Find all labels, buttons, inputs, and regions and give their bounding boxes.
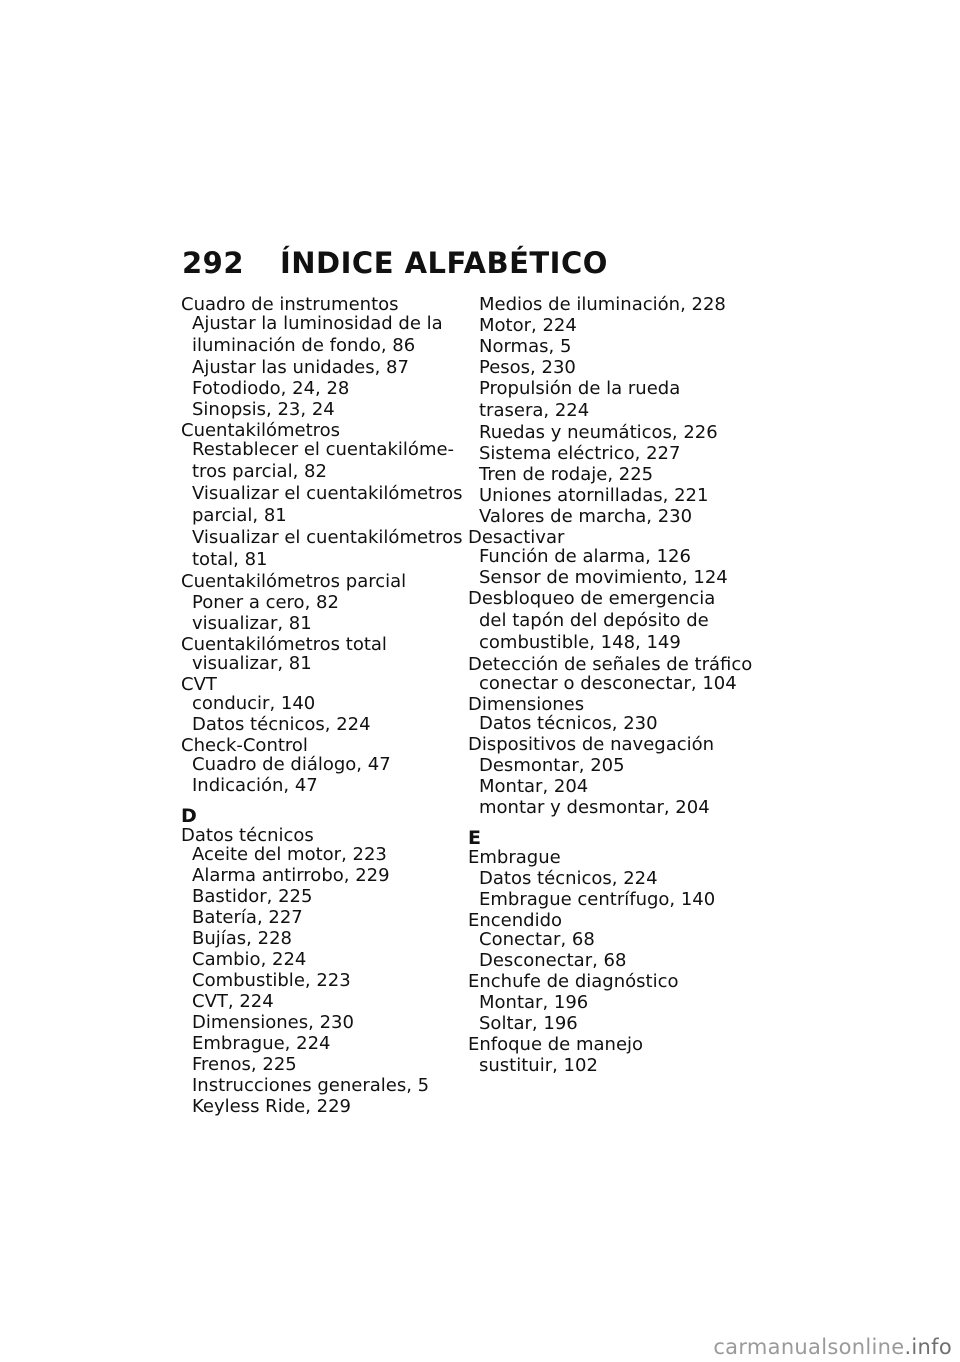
index-subentry: parcial, 81 <box>192 505 287 526</box>
index-subentry: Bastidor, 225 <box>192 886 313 907</box>
index-subentry: Ruedas y neumáticos, 226 <box>479 422 718 443</box>
index-entry: Dispositivos de navegación <box>468 734 715 755</box>
page-header <box>182 246 608 280</box>
index-subentry: total, 81 <box>192 549 268 570</box>
index-subentry: Soltar, 196 <box>479 1013 578 1034</box>
index-entry: Detección de señales de tráfico <box>468 654 753 675</box>
index-subentry: conducir, 140 <box>192 693 316 714</box>
index-subentry: tros parcial, 82 <box>192 461 327 482</box>
index-subentry: Poner a cero, 82 <box>192 592 339 613</box>
index-subentry: Batería, 227 <box>192 907 303 928</box>
index-column-left <box>181 294 463 1117</box>
index-subentry: Instrucciones generales, 5 <box>192 1075 430 1096</box>
page-number: 292 <box>182 246 245 280</box>
index-entry: Cuentakilómetros <box>181 420 341 441</box>
index-subentry: Alarma antirrobo, 229 <box>192 865 390 886</box>
index-subentry: CVT, 224 <box>192 991 274 1012</box>
index-subentry: Bujías, 228 <box>192 928 292 949</box>
watermark-site: carmanualsonline <box>713 1335 905 1359</box>
index-subentry: combustible, 148, 149 <box>479 632 681 653</box>
index-subentry: del tapón del depósito de <box>479 610 709 631</box>
watermark-domain: .info <box>904 1335 952 1359</box>
index-subentry: Sistema eléctrico, 227 <box>479 443 681 464</box>
index-subentry: Frenos, 225 <box>192 1054 297 1075</box>
index-entry: Enfoque de manejo <box>468 1034 644 1055</box>
index-subentry: Cambio, 224 <box>192 949 307 970</box>
index-entry: Datos técnicos <box>181 825 314 846</box>
index-subentry: trasera, 224 <box>479 400 590 421</box>
index-subentry: Conectar, 68 <box>479 929 595 950</box>
watermark <box>713 1335 952 1359</box>
index-entry: Encendido <box>468 910 563 931</box>
section-letter: D <box>181 805 197 827</box>
index-column-right <box>468 294 758 1076</box>
index-subentry: Aceite del motor, 223 <box>192 844 387 865</box>
index-subentry: Restablecer el cuentakilóme- <box>192 439 455 460</box>
index-entry: Desbloqueo de emergencia <box>468 588 716 609</box>
index-entry: Desactivar <box>468 527 565 548</box>
index-entry: Cuentakilómetros total <box>181 634 387 655</box>
index-subentry: Desmontar, 205 <box>479 755 625 776</box>
index-subentry: Pesos, 230 <box>479 357 576 378</box>
index-subentry: Normas, 5 <box>479 336 572 357</box>
index-subentry: iluminación de fondo, 86 <box>192 335 416 356</box>
index-entry: Embrague <box>468 847 561 868</box>
index-subentry: Ajustar las unidades, 87 <box>192 357 409 378</box>
index-subentry: Uniones atornilladas, 221 <box>479 485 709 506</box>
index-subentry: Tren de rodaje, 225 <box>479 464 654 485</box>
index-subentry: Indicación, 47 <box>192 775 318 796</box>
index-subentry: Keyless Ride, 229 <box>192 1096 351 1117</box>
index-subentry: Función de alarma, 126 <box>479 546 691 567</box>
index-subentry: Datos técnicos, 230 <box>479 713 658 734</box>
index-subentry: Valores de marcha, 230 <box>479 506 693 527</box>
index-subentry: Sinopsis, 23, 24 <box>192 399 335 420</box>
index-subentry: Fotodiodo, 24, 28 <box>192 378 350 399</box>
index-subentry: Propulsión de la rueda <box>479 378 681 399</box>
index-subentry: Montar, 204 <box>479 776 589 797</box>
index-subentry: Datos técnicos, 224 <box>479 868 658 889</box>
index-subentry: Montar, 196 <box>479 992 589 1013</box>
index-subentry: montar y desmontar, 204 <box>479 797 710 818</box>
index-subentry: visualizar, 81 <box>192 613 312 634</box>
section-letter: E <box>468 827 481 849</box>
index-entry: Dimensiones <box>468 694 585 715</box>
index-subentry: Combustible, 223 <box>192 970 351 991</box>
index-subentry: Embrague, 224 <box>192 1033 331 1054</box>
index-subentry: Desconectar, 68 <box>479 950 627 971</box>
section-gap <box>468 818 758 829</box>
index-subentry: Visualizar el cuentakilómetros <box>192 483 463 504</box>
section-gap <box>181 796 456 807</box>
index-subentry: conectar o desconectar, 104 <box>479 673 737 694</box>
index-subentry: Motor, 224 <box>479 315 577 336</box>
index-subentry: Cuadro de diálogo, 47 <box>192 754 391 775</box>
page-title: ÍNDICE ALFABÉTICO <box>280 246 608 280</box>
index-subentry: Dimensiones, 230 <box>192 1012 354 1033</box>
index-subentry: visualizar, 81 <box>192 653 312 674</box>
index-subentry: Sensor de movimiento, 124 <box>479 567 728 588</box>
index-subentry: Embrague centrífugo, 140 <box>479 889 716 910</box>
index-subentry: sustituir, 102 <box>479 1055 598 1076</box>
index-entry: Cuadro de instrumentos <box>181 294 399 315</box>
index-subentry: Medios de iluminación, 228 <box>479 294 726 315</box>
index-entry: CVT <box>181 674 217 695</box>
index-subentry: Visualizar el cuentakilómetros <box>192 527 463 548</box>
index-entry: Cuentakilómetros parcial <box>181 571 407 592</box>
index-subentry: Ajustar la luminosidad de la <box>192 313 443 334</box>
index-entry: Check-Control <box>181 735 308 756</box>
index-entry: Enchufe de diagnóstico <box>468 971 679 992</box>
index-subentry: Datos técnicos, 224 <box>192 714 371 735</box>
